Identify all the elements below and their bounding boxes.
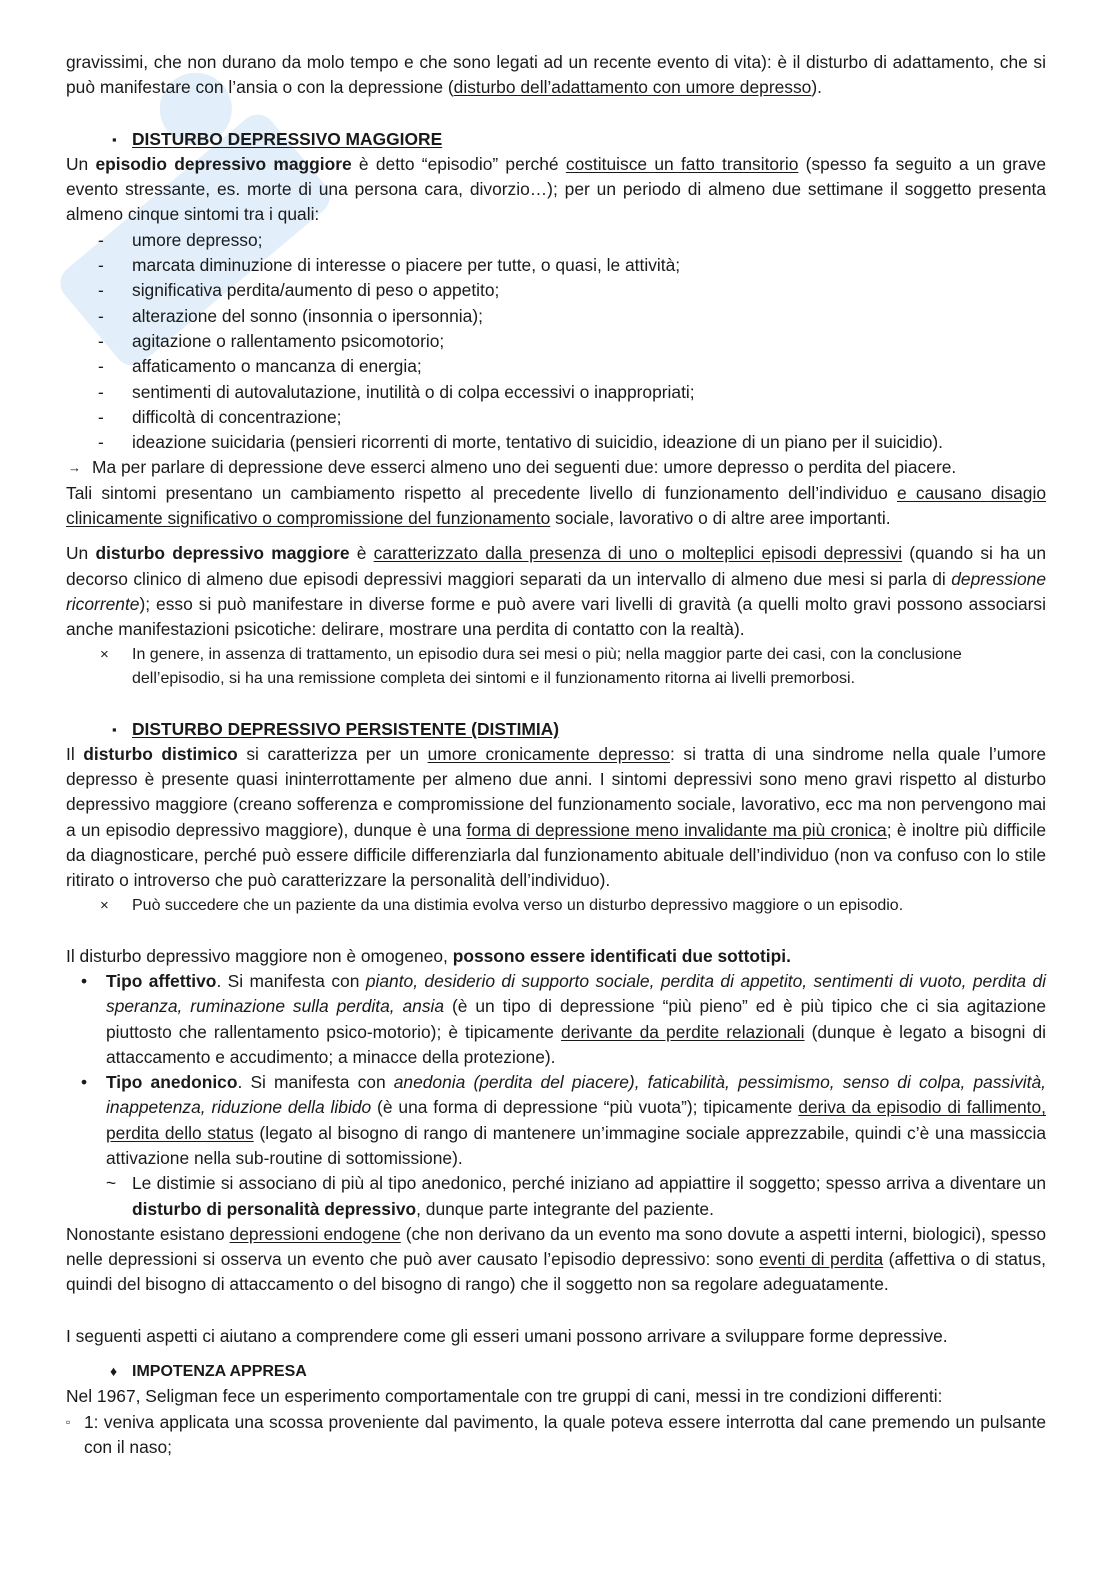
bullet-icon: • [81,1072,88,1093]
tilde-icon: ~ [106,1173,117,1194]
subtypes-intro: Il disturbo depressivo maggiore non è omogeneo, possono essere identificati due sottotipi. [66,945,791,966]
list-item: - ideazione suicidaria (pensieri ricorrenti di morte, tentativo di suicidio, ideazione di un piano per il suicidio). [66,430,1046,455]
experiment-list [66,1410,1046,1461]
list-item: - agitazione o rallentamento psicomotorio; [66,329,1046,354]
dash-icon: - [98,229,104,250]
symptom-list [66,228,1046,456]
hollow-square-icon: ▫ [66,1414,71,1429]
square-bullet-icon: ▪ [112,721,117,737]
subtype-list [66,969,1046,1171]
list-item: - sentimenti di autovalutazione, inutilità o di colpa eccessivi o inappropriati; [66,380,1046,405]
mdd-disorder-paragraph: Un disturbo depressivo maggiore è caratterizzato dalla presenza di uno o molteplici episodi depressivi (quando si ha un decorso clinico di almeno due episodi depressivi maggiori separati da un intervallo di almeno due mesi si parla di depressione ricorrente); esso si può manifestare in diverse forme e può avere vari livelli di gravità (a quelli molto gravi possono associarsi anche manifestazioni psicotiche: delirare, mostrare una perdita di contatto con la realtà). [66,543,1047,640]
list-item: - difficoltà di concentrazione; [66,405,1046,430]
document-page [66,50,1046,1460]
dash-icon: - [98,280,104,301]
dash-icon: - [98,406,104,427]
list-item: ~ Le distimie si associano di più al tipo anedonico, perché iniziano ad appiattire il soggetto; spesso arriva a diventare un disturbo di personalità depressivo, dunque parte integrante del paziente. [106,1173,1046,1219]
list-item: - marcata diminuzione di interesse o piacere per tutte, o quasi, le attività; [66,253,1046,278]
diamond-bullet-icon: ♦ [110,1363,118,1380]
note-list [66,643,1046,691]
seligman-paragraph: Nel 1967, Seligman fece un esperimento comportamentale con tre gruppi di cani, messi in tre condizioni differenti: [66,1386,943,1407]
dash-icon: - [98,330,104,351]
dash-icon: - [98,305,104,326]
arrow-right-icon: → [68,460,81,476]
dash-icon: - [98,356,104,377]
dysthymia-paragraph: Il disturbo distimico si caratterizza per un umore cronicamente depresso: si tratta di una sindrome nella quale l’umore depresso è presente quasi ininterrottamente per almeno due anni. I sintomi depressivi sono meno gravi rispetto al disturbo depressivo maggiore (creano sofferenza e compromissione del funzionamento sociale, lavorativo, ecc ma non pervengono mai a un episodio depressivo maggiore), dunque è una forma di depressione meno invalidante ma più cronica; è inoltre più difficile da diagnosticare, perché può essere difficile differenziarla dal funzionamento abituale dell’individuo (non va confuso con lo stile ritirato o introverso che può caratterizzare la personalità dell’individuo). [66,743,1046,891]
aspects-intro: I seguenti aspetti ci aiutano a comprendere come gli esseri umani possono arrivare a sviluppare forme depressive. [66,1325,948,1346]
list-item: - umore depresso; [66,228,1046,253]
list-item: × In genere, in assenza di trattamento, un episodio dura sei mesi o più; nella maggior parte dei casi, con la conclusione dell’episodio, si ha una remissione completa dei sintomi e il funzionamento ritorna ai livelli premorbosi. [66,643,1046,691]
list-item: - significativa perdita/aumento di peso o appetito; [66,278,1046,303]
list-item: - alterazione del sonno (insonnia o ipersonnia); [66,304,1046,329]
list-item: • Tipo affettivo. Si manifesta con pianto, desiderio di supporto sociale, perdita di appetito, sentimenti di vuoto, perdita di speranza, ruminazione sulla perdita, ansia (è un tipo di depressione “più pieno” ed è più tipico che ci sia agitazione piuttosto che rallentamento psico-motorio); è tipicamente derivante da perdite relazionali (dunque è legato a bisogni di attaccamento e accudimento; a minacce della protezione). [81,970,1046,1067]
mdd-episode-paragraph: Un episodio depressivo maggiore è detto “episodio” perché costituisce un fatto transitorio (spesso fa seguito a un grave evento stressante, es. morte di una persona cara, divorzio…); per un periodo di almeno due settimane il soggetto presenta almeno cinque sintomi tra i quali: [66,153,1046,225]
intro-paragraph: gravissimi, che non durano da molo tempo e che sono legati ad un recente evento di vita): è il disturbo di adattamento, che si può manifestare con l’ansia o con la depressione (disturbo dell’adattamento con umore depresso). [66,52,1046,98]
list-item: ▫ 1: veniva applicata una scossa proveniente dal pavimento, la quale poteva essere interrotta dal cane premendo un pulsante con il naso; [66,1411,1046,1457]
arrow-note: → Ma per parlare di depressione deve esserci almeno uno dei seguenti due: umore depresso o perdita del piacere. [66,455,1046,480]
cross-icon: × [100,645,109,663]
dash-icon: - [98,381,104,402]
section-heading-mdd: ▪ DISTURBO DEPRESSIVO MAGGIORE [66,127,1046,152]
section-heading-dysthymia: ▪ DISTURBO DEPRESSIVO PERSISTENTE (DISTIMIA) [66,717,1046,742]
note-list [66,894,1046,918]
mdd-symptoms-paragraph: Tali sintomi presentano un cambiamento rispetto al precedente livello di funzionamento dell’individuo e causano disagio clinicamente significativo o compromissione del funzionamento sociale, lavorativo o di altre aree importanti. [66,482,1046,529]
list-item: • Tipo anedonico. Si manifesta con anedonia (perdita del piacere), faticabilità, pessimismo, senso di colpa, passività, inappetenza, riduzione della libido (è una forma di depressione “più vuota”); tipicamente deriva da episodio di fallimento, perdita dello status (legato al bisogno di rango di mantenere un’immagine sociale apprezzabile, quindi c’è una massiccia attivazione nella sub-routine di sottomissione). [81,1072,1047,1168]
list-item: - affaticamento o mancanza di energia; [66,354,1046,379]
tilde-note-list [66,1171,1046,1222]
cross-icon: × [100,896,109,914]
dash-icon: - [98,255,104,276]
section-heading-learned-helplessness: ♦ IMPOTENZA APPRESA [66,1359,1046,1384]
square-bullet-icon: ▪ [112,131,117,147]
bullet-icon: • [81,970,88,991]
dash-icon: - [98,432,104,453]
list-item: × Può succedere che un paziente da una distimia evolva verso un disturbo depressivo maggiore o un episodio. [66,894,1046,918]
endogenous-paragraph: Nonostante esistano depressioni endogene (che non derivano da un evento ma sono dovute a aspetti interni, biologici), spesso nelle depressioni si osserva un evento che può aver causato l’episodio depressivo: sono eventi di perdita (affettiva o di status, quindi del bisogno di attaccamento o del bisogno di rango) che il soggetto non sa regolare adeguatamente. [66,1223,1046,1295]
